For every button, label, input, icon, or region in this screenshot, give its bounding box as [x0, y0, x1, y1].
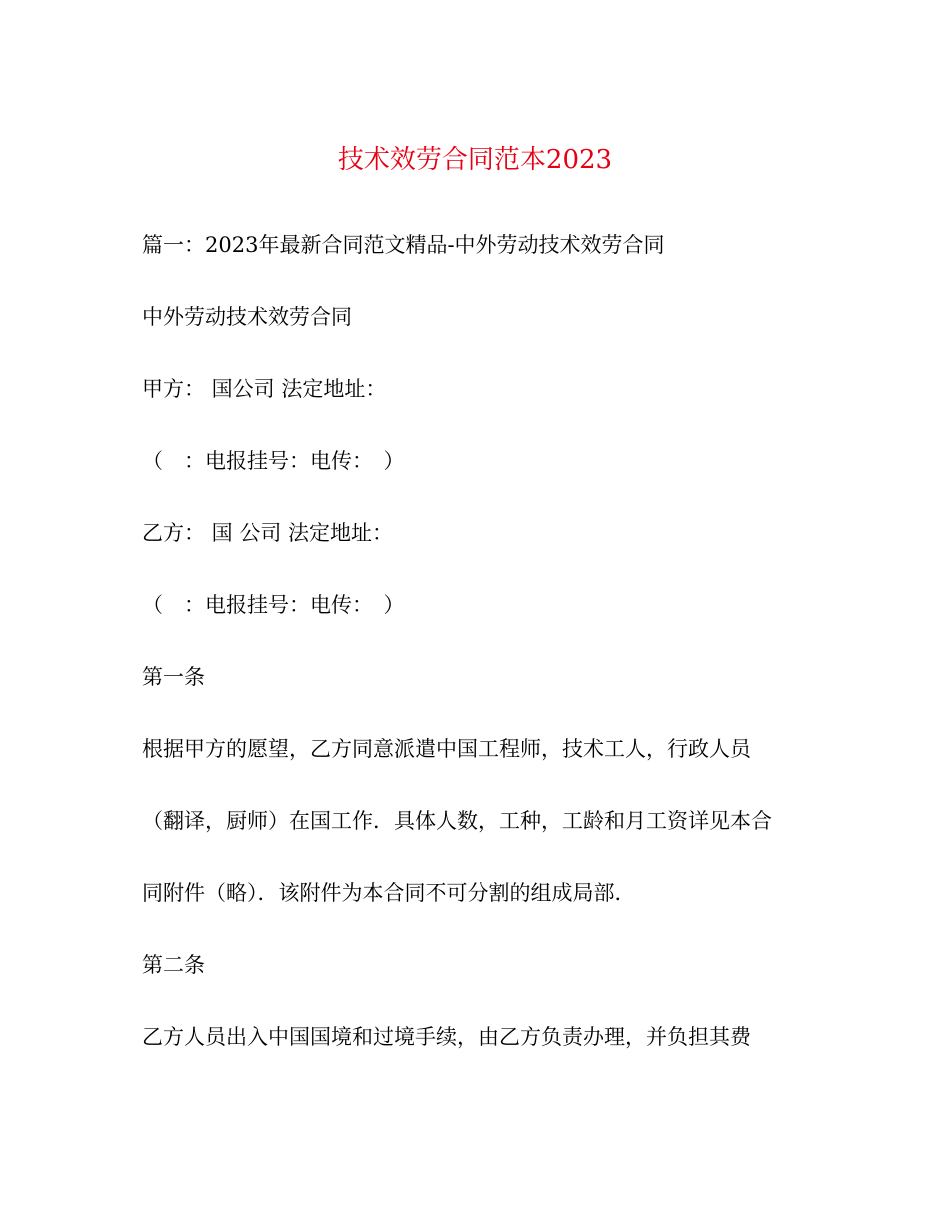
article-2-line-1: 乙方人员出入中国国境和过境手续，由乙方负责办理，并负担其费 [142, 1025, 751, 1049]
article-1-line-2: （翻译，厨师）在国工作．具体人数，工种，工龄和月工资详见本合 [142, 809, 772, 833]
article-heading-1: 第一条 [142, 665, 205, 689]
paragraph-chapter-heading: 篇一：2023年最新合同范文精品-中外劳动技术效劳合同 [142, 233, 665, 257]
article-1-line-1: 根据甲方的愿望，乙方同意派遣中国工程师，技术工人，行政人员 [142, 737, 751, 761]
paragraph-contract-name: 中外劳动技术效劳合同 [142, 305, 352, 329]
paragraph-party-b: 乙方： 国 公司 法定地址： [142, 521, 394, 545]
article-heading-2: 第二条 [142, 953, 205, 977]
paragraph-party-a: 甲方： 国公司 法定地址： [142, 377, 387, 401]
document-title: 技术效劳合同范本2023 [337, 145, 613, 175]
article-1-line-3: 同附件（略）．该附件为本合同不可分割的组成局部． [142, 881, 636, 905]
paragraph-party-a-contact: （ ：电报挂号：电传： ） [142, 449, 405, 473]
paragraph-party-b-contact: （ ：电报挂号：电传： ） [142, 593, 405, 617]
